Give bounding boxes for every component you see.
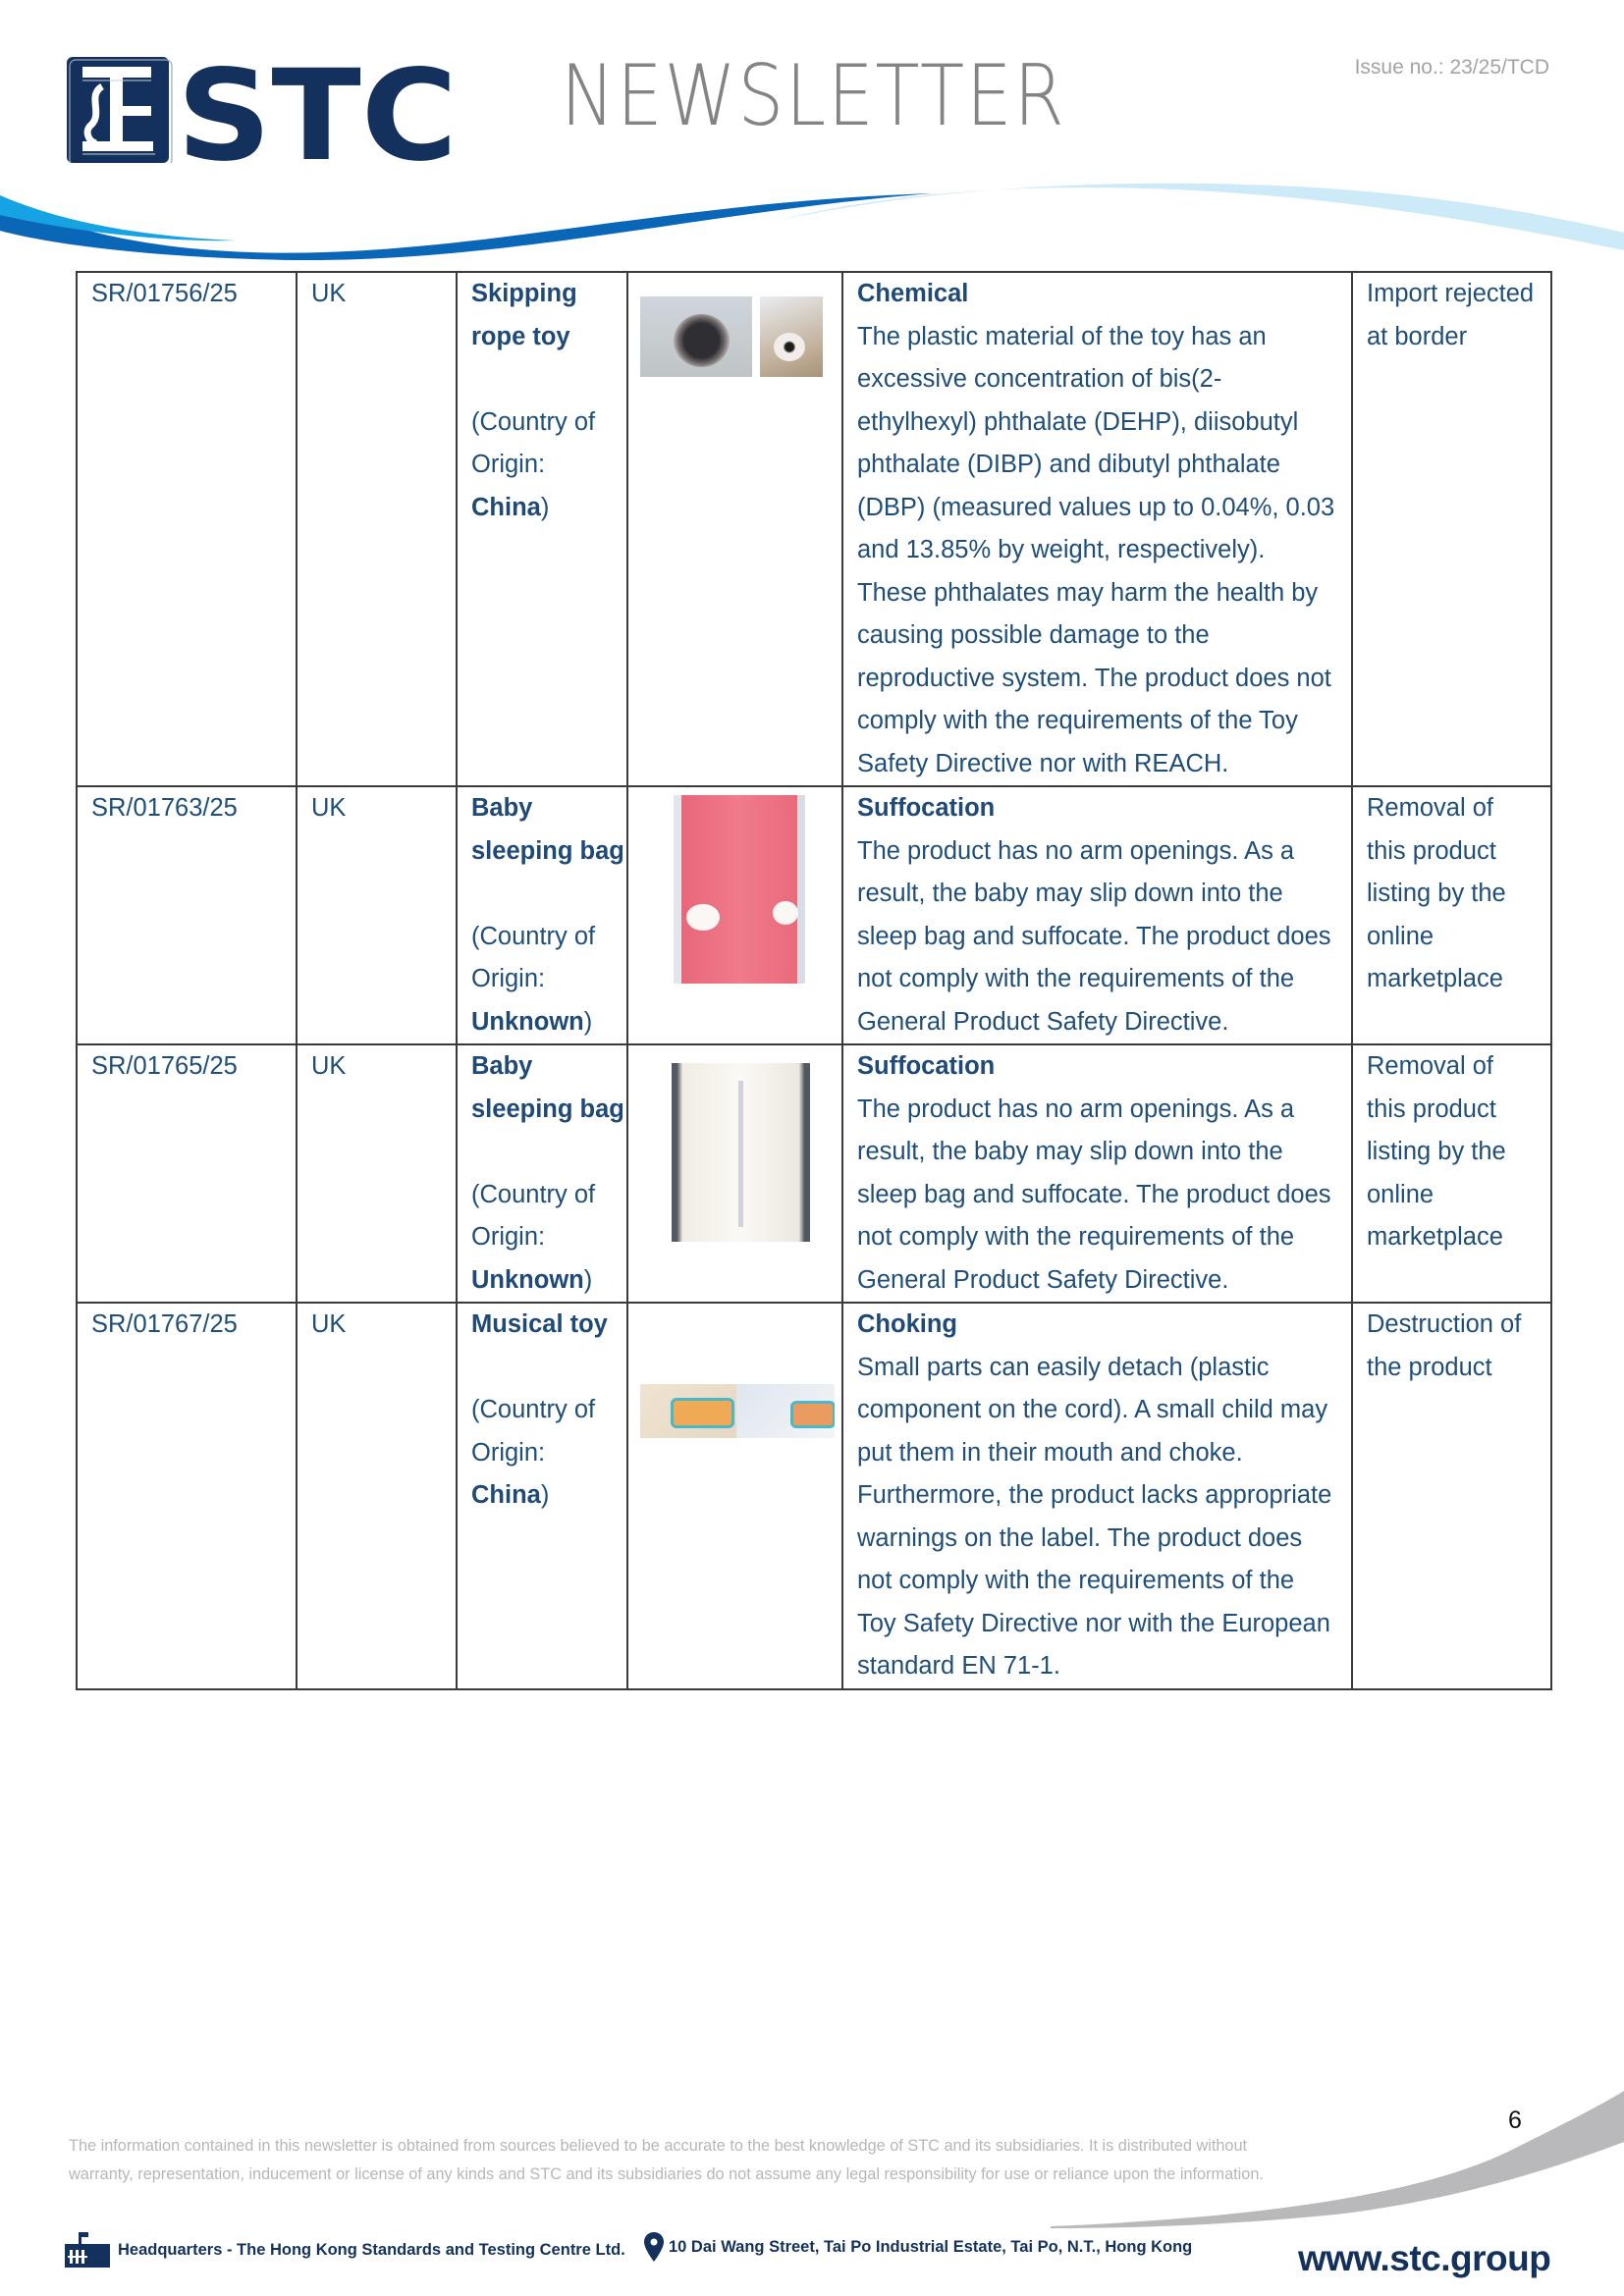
issue-number: Issue no.: 23/25/TCD bbox=[1354, 56, 1549, 79]
country-cell: UK bbox=[297, 1303, 457, 1689]
product-photo bbox=[640, 1384, 736, 1438]
reference-cell: SR/01767/25 bbox=[77, 1303, 297, 1689]
risk-description: The plastic material of the toy has an excessive concentration of bis(2-ethylhexyl) phthalate (DEHP), diisobutyl phthalate (DIBP) and dibutyl phthalate (DBP) (measured values up to 0.04%, 0.03 and 13.85% by weight, respectively). These phthalates may harm the health by causing possible damage to the reproductive system. The product does not comply with the requirements of the Toy Safety Directive nor with REACH. bbox=[857, 322, 1335, 777]
table-row bbox=[77, 272, 1551, 786]
newsletter-title: NEWSLETTER bbox=[561, 47, 1066, 145]
product-cell bbox=[457, 1303, 627, 1689]
risk-description: Small parts can easily detach (plastic component on the cord). A small child may put them in their mouth and choke. Furthermore, the product lacks appropriate warnings on the label. The product does not comply with the requirements of the Toy Safety Directive nor with the European standard EN 71-1. bbox=[857, 1353, 1332, 1680]
image-cell bbox=[627, 786, 842, 1044]
footer-address bbox=[644, 2232, 1192, 2262]
country-cell: UK bbox=[297, 272, 457, 786]
stc-logo bbox=[67, 57, 460, 163]
reference-cell: SR/01756/25 bbox=[77, 272, 297, 786]
origin-label: Origin: bbox=[471, 1223, 546, 1251]
product-photo bbox=[760, 296, 823, 377]
risk-type: Suffocation bbox=[857, 794, 996, 822]
origin-label: Origin: bbox=[471, 1438, 546, 1467]
risk-type: Suffocation bbox=[857, 1052, 996, 1080]
address-text: 10 Dai Wang Street, Tai Po Industrial Estate, Tai Po, N.T., Hong Kong bbox=[669, 2237, 1193, 2256]
reference-cell: SR/01765/25 bbox=[77, 1044, 297, 1303]
product-name: Baby bbox=[471, 1052, 533, 1080]
risk-cell bbox=[842, 786, 1352, 1044]
table-row bbox=[77, 1044, 1551, 1303]
origin-label: Origin: bbox=[471, 965, 546, 992]
origin: China) bbox=[471, 493, 550, 521]
country-cell: UK bbox=[297, 1044, 457, 1303]
building-icon bbox=[63, 2232, 112, 2268]
product-name: Musical toy bbox=[471, 1310, 608, 1338]
origin-value: Unknown bbox=[471, 1007, 584, 1036]
measure-cell: Import rejected at border bbox=[1352, 272, 1551, 786]
product-name: sleeping bag bbox=[471, 836, 624, 865]
measure-cell: Destruction of the product bbox=[1352, 1303, 1551, 1689]
origin: Unknown) bbox=[471, 1265, 593, 1294]
disclaimer bbox=[69, 2132, 1286, 2189]
origin: China) bbox=[471, 1481, 550, 1509]
risk-cell bbox=[842, 1044, 1352, 1303]
origin-value: China bbox=[471, 1481, 541, 1509]
product-cell bbox=[457, 786, 627, 1044]
product-name: sleeping bag bbox=[471, 1095, 624, 1123]
risk-description: The product has no arm openings. As a result, the baby may slip down into the sleep bag and suffocate. The product does not comply with the requirements of the General Product Safety Directive. bbox=[857, 836, 1331, 1036]
ste-mark-icon bbox=[67, 57, 172, 163]
disclaimer-line: The information contained in this newsletter is obtained from sources believed to be accurate to the best knowledge of STC and its subsidiaries. It is distributed without bbox=[69, 2137, 1248, 2155]
image-cell bbox=[627, 1044, 842, 1303]
product-photo bbox=[736, 1384, 835, 1438]
headquarters-text: Headquarters - The Hong Kong Standards and Testing Centre Ltd. bbox=[118, 2240, 625, 2259]
risk-cell bbox=[842, 1303, 1352, 1689]
footer-headquarters bbox=[63, 2232, 625, 2268]
location-pin-icon bbox=[644, 2232, 664, 2262]
origin-label: (Country of bbox=[471, 1396, 596, 1423]
measure-cell: Removal of this product listing by the online marketplace bbox=[1352, 786, 1551, 1044]
website-link[interactable]: www.stc.group bbox=[1298, 2238, 1551, 2278]
risk-type: Choking bbox=[857, 1310, 957, 1338]
product-cell bbox=[457, 272, 627, 786]
risk-type: Chemical bbox=[857, 280, 969, 307]
origin-label: (Country of bbox=[471, 1180, 596, 1208]
product-name: rope toy bbox=[471, 322, 570, 350]
product-name: Skipping bbox=[471, 280, 577, 307]
origin: Unknown) bbox=[471, 1007, 593, 1036]
risk-description: The product has no arm openings. As a result, the baby may slip down into the sleep bag and suffocate. The product does not comply with the requirements of the General Product Safety Directive. bbox=[857, 1095, 1331, 1294]
origin-value: China bbox=[471, 493, 541, 521]
product-photo bbox=[672, 1063, 810, 1242]
risk-cell bbox=[842, 272, 1352, 786]
image-cell bbox=[627, 272, 842, 786]
product-cell bbox=[457, 1044, 627, 1303]
header-wave-decoration bbox=[0, 182, 1624, 260]
image-cell bbox=[627, 1303, 842, 1689]
product-name: Baby bbox=[471, 794, 533, 822]
product-photo bbox=[674, 795, 805, 984]
disclaimer-line: warranty, representation, inducement or license of any kinds and STC and its subsidiaries do not assume any legal responsibility for use or reliance upon the information. bbox=[69, 2165, 1264, 2183]
country-cell: UK bbox=[297, 786, 457, 1044]
measure-cell: Removal of this product listing by the online marketplace bbox=[1352, 1044, 1551, 1303]
origin-label: (Country of bbox=[471, 922, 596, 950]
product-photo bbox=[640, 296, 752, 377]
origin-label: Origin: bbox=[471, 451, 546, 478]
origin-value: Unknown bbox=[471, 1265, 584, 1294]
origin-label: (Country of bbox=[471, 407, 596, 436]
page-number: 6 bbox=[1508, 2107, 1522, 2134]
reference-cell: SR/01763/25 bbox=[77, 786, 297, 1044]
logo-text: STC bbox=[177, 57, 458, 163]
table-row bbox=[77, 1303, 1551, 1689]
table-row bbox=[77, 786, 1551, 1044]
product-alerts-table bbox=[76, 271, 1552, 1690]
